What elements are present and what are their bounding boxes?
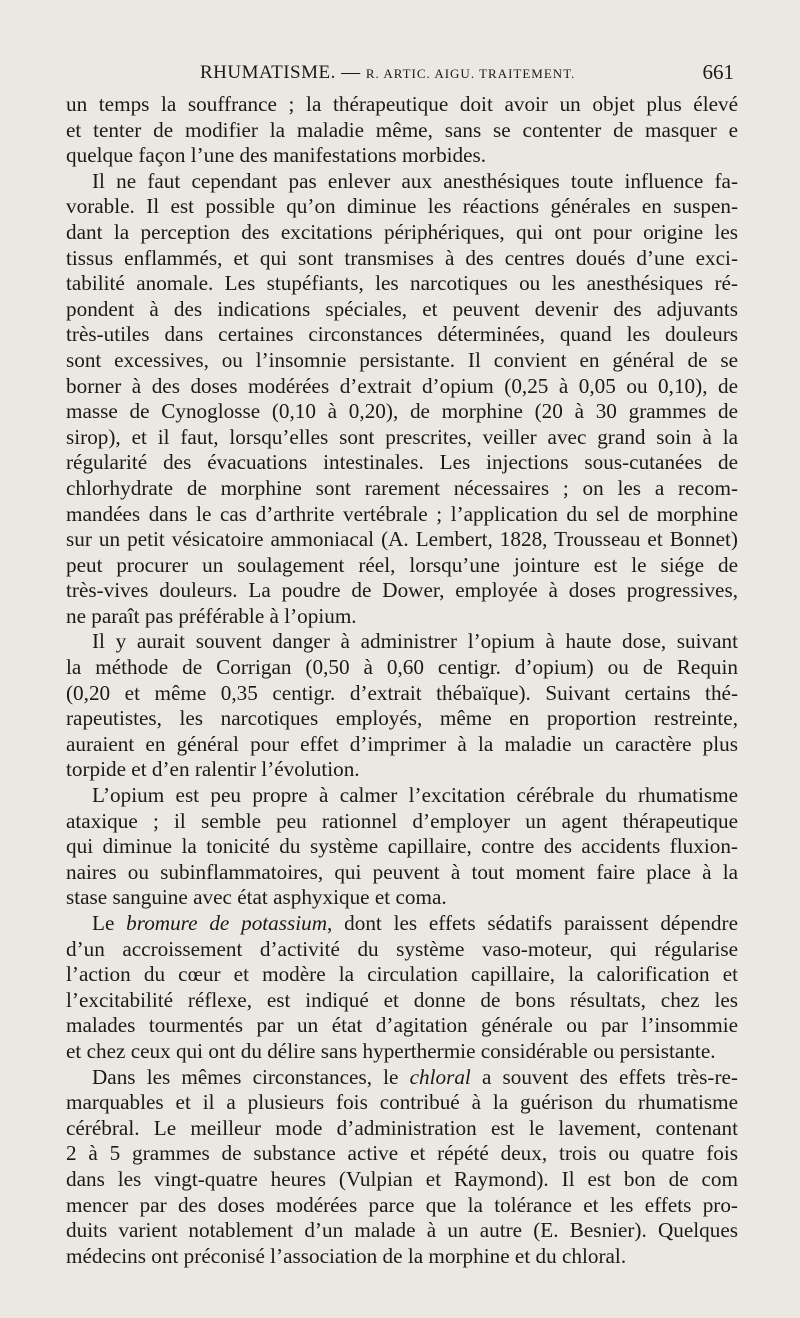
paragraph	[66, 911, 738, 1065]
text-line: Il ne faut cependant pas enlever aux anesthésiques toute influence fa-	[92, 168, 738, 193]
italic-term: bromure de potassium	[126, 911, 328, 935]
text-line: torpide et d’en ralentir l’évolution.	[66, 757, 360, 782]
text-line: ataxique ; il semble peu rationnel d’employer un agent thérapeutique	[66, 808, 738, 833]
text-line: borner à des doses modérées d’extrait d’opium (0,25 à 0,05 ou 0,10), de	[66, 373, 738, 398]
text-line: sirop), et il faut, lorsqu’elles sont prescrites, veiller avec grand soin à la	[66, 424, 738, 449]
body-text	[66, 92, 738, 1269]
text-line: Le bromure de potassium, dont les effets sédatifs paraissent dépendre	[92, 911, 738, 935]
text-line: dant la perception des excitations périphériques, qui ont pour origine les	[66, 219, 738, 244]
paragraph	[66, 169, 738, 630]
text-line: L’opium est peu propre à calmer l’excitation cérébrale du rhumatisme	[92, 783, 738, 808]
text-line: stase sanguine avec état asphyxique et coma.	[66, 885, 447, 910]
text-line: naires ou subinflammatoires, qui peuvent à tout moment faire place à la	[66, 859, 738, 884]
text-line: vorable. Il est possible qu’on diminue les réactions générales en suspen-	[66, 194, 738, 219]
text-line: ne paraît pas préférable à l’opium.	[66, 603, 357, 628]
text-line: médecins ont préconisé l’association de la morphine et du chloral.	[66, 1243, 627, 1268]
text-line: sont excessives, ou l’insomnie persistante. Il convient en général de se	[66, 347, 738, 372]
text-line: et tenter de modifier la maladie même, sans se contenter de masquer e	[66, 117, 738, 142]
page-header	[66, 58, 734, 88]
text-line: très-vives douleurs. La poudre de Dower, employée à doses progressives,	[66, 578, 738, 603]
paragraph	[66, 1065, 738, 1270]
text-line: un temps la souffrance ; la thérapeutique doit avoir un objet plus élevé	[66, 92, 738, 116]
text-line: masse de Cynoglosse (0,10 à 0,20), de morphine (20 à 30 grammes de	[66, 399, 738, 424]
text-line: la méthode de Corrigan (0,50 à 0,60 centigr. d’opium) ou de Requin	[66, 655, 738, 680]
text-line: marquables et il a plusieurs fois contribué à la guérison du rhumatisme	[66, 1090, 738, 1115]
running-head	[200, 62, 575, 84]
paragraph	[66, 92, 738, 169]
text-line: auraient en général pour effet d’imprimer à la maladie un caractère plus	[66, 731, 738, 756]
text-line: tabilité anomale. Les stupéfiants, les narcotiques ou les anesthésiques ré-	[66, 271, 738, 296]
running-head-dash: —	[341, 62, 361, 83]
text-line: d’un accroissement d’activité du système vaso-moteur, qui régularise	[66, 936, 738, 961]
text-line: mandées dans le cas d’arthrite vertébrale ; l’application du sel de morphine	[66, 501, 738, 526]
text-line: l’action du cœur et modère la circulation capillaire, la calorification et	[66, 962, 738, 987]
text-line: et chez ceux qui ont du délire sans hyperthermie considérable ou persistante.	[66, 1038, 716, 1063]
text-line: cérébral. Le meilleur mode d’administration est le lavement, contenant	[66, 1115, 738, 1140]
text-line: l’excitabilité réflexe, est indiqué et donne de bons résultats, chez les	[66, 987, 738, 1012]
text-line: pondent à des indications spéciales, et peuvent devenir des adjuvants	[66, 296, 738, 321]
text-line: tissus enflammés, et qui sont transmises à des centres doués d’une exci-	[66, 245, 738, 270]
text-line: mencer par des doses modérées parce que la tolérance et les effets pro-	[66, 1192, 738, 1217]
text-line: duits varient notablement d’un malade à un autre (E. Besnier). Quelques	[66, 1218, 738, 1243]
italic-term: chloral	[409, 1064, 471, 1089]
running-head-title: RHUMATISME.	[200, 62, 336, 83]
text-line: dans les vingt-quatre heures (Vulpian et Raymond). Il est bon de com	[66, 1166, 738, 1191]
text-line: peut procurer un soulagement réel, lorsqu’une jointure est le siége de	[66, 552, 738, 577]
text-line: régularité des évacuations intestinales. Les injections sous-cutanées de	[66, 450, 738, 475]
text-line: sur un petit vésicatoire ammoniacal (A. Lembert, 1828, Trousseau et Bonnet)	[66, 527, 738, 552]
text-line: 2 à 5 grammes de substance active et répété deux, trois ou quatre fois	[66, 1141, 738, 1166]
text-line: rapeutistes, les narcotiques employés, même en proportion restreinte,	[66, 706, 738, 731]
text-line: quelque façon l’une des manifestations morbides.	[66, 143, 487, 168]
text-line: Il y aurait souvent danger à administrer l’opium à haute dose, suivant	[92, 629, 738, 654]
paragraph	[66, 783, 738, 911]
text-line: malades tourmentés par un état d’agitation générale ou par l’insommie	[66, 1013, 738, 1038]
paragraph	[66, 629, 738, 783]
text-line: très-utiles dans certaines circonstances déterminées, quand les douleurs	[66, 322, 738, 347]
page-number: 661	[702, 60, 734, 84]
text-line: qui diminue la tonicité du système capillaire, contre des accidents fluxion-	[66, 834, 738, 859]
text-line: chlorhydrate de morphine sont rarement nécessaires ; on les a recom-	[66, 475, 738, 500]
text-line: Dans les mêmes circonstances, le chloral a souvent des effets très-re-	[92, 1064, 738, 1089]
running-head-subtitle: R. ARTIC. AIGU. TRAITEMENT.	[365, 66, 576, 81]
text-line: (0,20 et même 0,35 centigr. d’extrait thébaïque). Suivant certains thé-	[66, 680, 738, 705]
